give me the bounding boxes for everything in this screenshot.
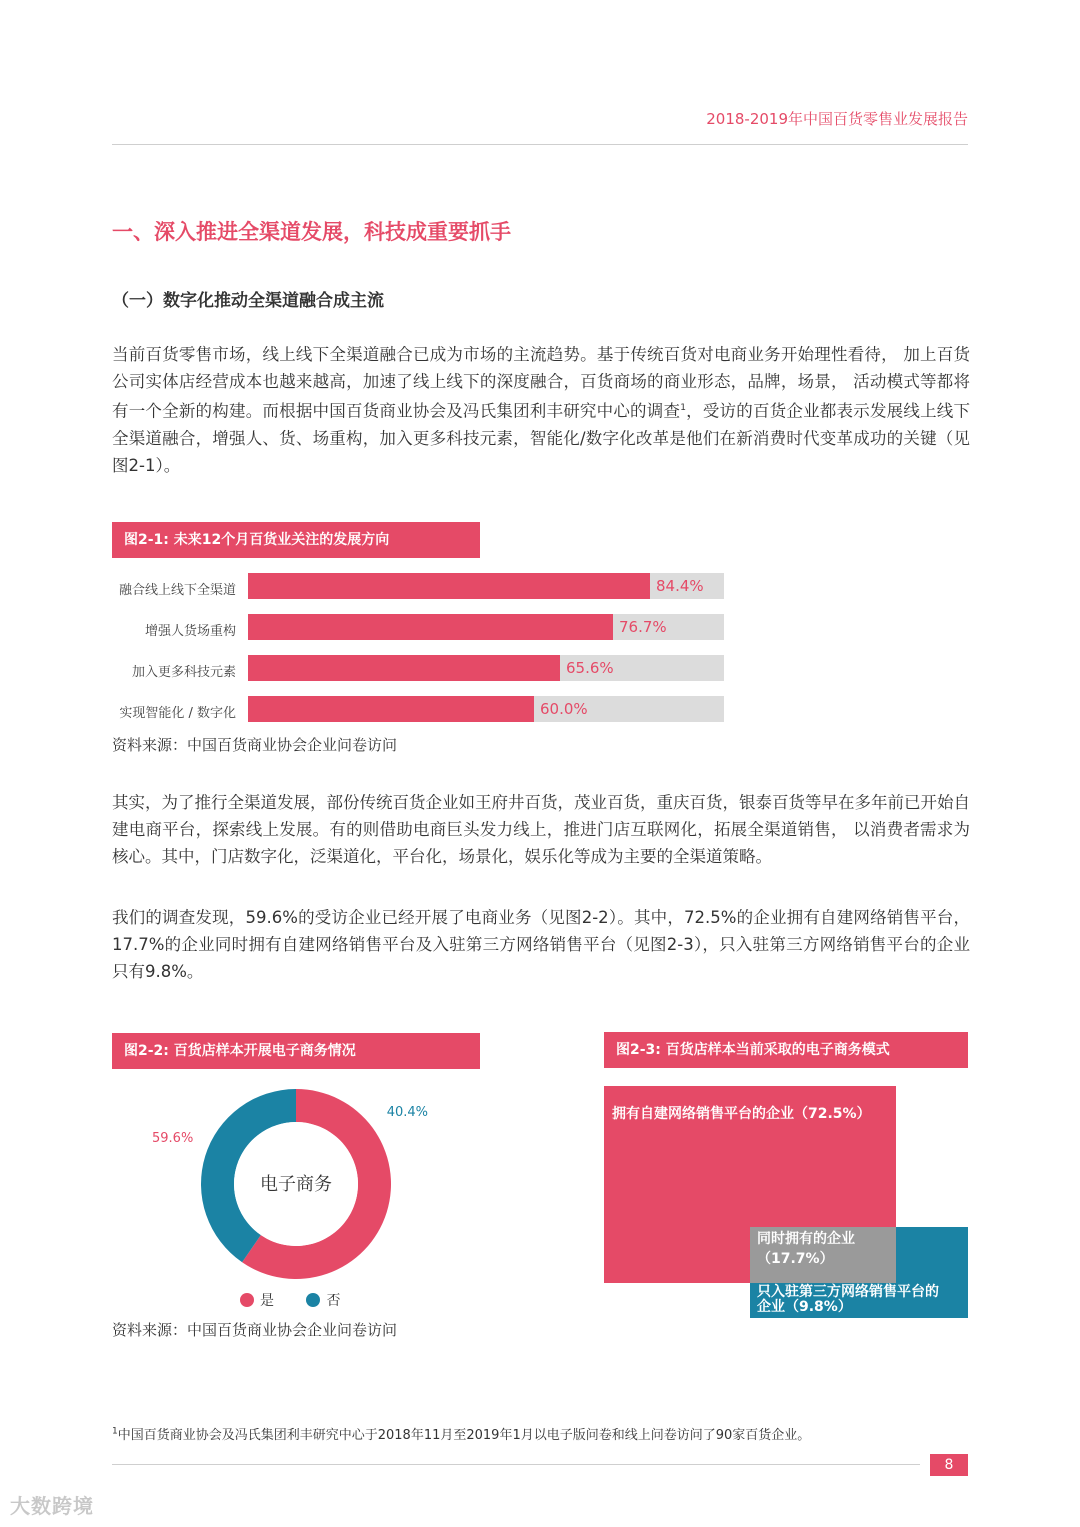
fig3-third-party-label-line1: 只入驻第三方网络销售平台的 bbox=[757, 1284, 939, 1300]
fig1-bar bbox=[248, 573, 650, 599]
fig1-bar-track bbox=[248, 696, 724, 722]
fig2-title: 图2-2: 百货店样本开展电子商务情况 bbox=[112, 1033, 480, 1069]
fig1-bar-value: 76.7% bbox=[619, 618, 667, 636]
fig2-legend bbox=[240, 1290, 340, 1310]
fig2-source: 资料来源：中国百货商业协会企业问卷访问 bbox=[112, 1321, 398, 1339]
section-heading: 一、深入推进全渠道发展，科技成重要抓手 bbox=[112, 220, 511, 244]
fig1-bar-label: 增强人货场重构 bbox=[144, 624, 236, 639]
fig1-source: 资料来源：中国百货商业协会企业问卷访问 bbox=[112, 736, 398, 754]
paragraph-1-part-a: 当前百货零售市场，线上线下全渠道融合已成为市场的主流趋势。基于传统百货对电商业务开始理性看待， 加上百货公司实体店经营成本也越来越高，加速了线上线下的深度融合，百货商场的商业形态，品牌，场景， 活动模式等都将有一个全新的构建。而根据中国百货商业协会及冯氏集团利丰研究中心的调查 bbox=[112, 345, 970, 421]
fig2-donut-value-label: 59.6% bbox=[152, 1131, 194, 1146]
fig1-bar bbox=[248, 655, 560, 681]
footnote bbox=[112, 1424, 810, 1443]
paragraph-1-part-b: ，受访的百货企业都表示发展线上线下全渠道融合，增强人、货、场重构，加入更多科技元素，智能化/数字化改革是他们在新消费时代变革成功的关键（见图2-1）。 bbox=[112, 401, 971, 475]
fig3-title: 图2-3: 百货店样本当前采取的电子商务模式 bbox=[604, 1032, 968, 1068]
footnote-text: 中国百货商业协会及冯氏集团利丰研究中心于2018年11月至2019年1月以电子版问卷和线上问卷访问了90家百货企业。 bbox=[117, 1428, 811, 1443]
fig2-donut-value-label: 40.4% bbox=[386, 1105, 428, 1120]
fig3-overlap-label-line1: 同时拥有的企业 bbox=[757, 1231, 855, 1247]
legend-item-yes bbox=[240, 1293, 274, 1309]
legend-item-no bbox=[306, 1293, 340, 1309]
legend-yes-swatch bbox=[240, 1293, 254, 1307]
fig1-bar-label: 实现智能化 / 数字化 bbox=[119, 706, 236, 721]
fig1-bar bbox=[248, 614, 613, 640]
watermark: 大数跨境 bbox=[10, 1494, 94, 1518]
paragraph-1 bbox=[112, 341, 970, 479]
fig1-bar-value: 84.4% bbox=[656, 577, 704, 595]
header-title: 2018-2019年中国百货零售业发展报告 bbox=[706, 110, 968, 128]
fig1-bar-label: 融合线上线下全渠道 bbox=[118, 583, 236, 598]
fig3-self-built-label: 拥有自建网络销售平台的企业（72.5%） bbox=[612, 1106, 871, 1122]
fig1-title: 图2-1: 未来12个月百货业关注的发展方向 bbox=[112, 522, 480, 558]
fig1-bar-value: 60.0% bbox=[540, 700, 588, 718]
legend-no-label: 否 bbox=[326, 1293, 341, 1309]
fig1-bar-track bbox=[248, 614, 724, 640]
paragraph-2-text: 其实，为了推行全渠道发展，部份传统百货企业如王府井百货，茂业百货，重庆百货，银泰百货等早在多年前已开始自建电商平台，探索线上发展。有的则借助电商巨头发力线上，推进门店互联网化，拓展全渠道销售， 以消费者需求为核心。其中，门店数字化，泛渠道化，平台化，场景化，娱乐化等成为主要的全渠道策略。 bbox=[112, 793, 970, 866]
fig2-donut-chart bbox=[112, 1072, 480, 1312]
donut-center-label: 电子商务 bbox=[260, 1174, 332, 1195]
fig1-bar bbox=[248, 696, 534, 722]
fig1-bar-value: 65.6% bbox=[566, 659, 614, 677]
header-divider bbox=[112, 144, 968, 145]
paragraph-3-text: 我们的调查发现，59.6%的受访企业已经开展了电商业务（见图2-2）。其中，72.5%的企业拥有自建网络销售平台，17.7%的企业同时拥有自建网络销售平台及入驻第三方网络销售平台（见图2-3），只入驻第三方网络销售平台的企业只有9.8%。 bbox=[112, 908, 970, 981]
fig3-third-party-label bbox=[757, 1285, 939, 1315]
page-number: 8 bbox=[930, 1454, 968, 1476]
fig1-bar-track bbox=[248, 655, 724, 681]
section-subheading: （一）数字化推动全渠道融合成主流 bbox=[112, 291, 384, 311]
fig3-overlap-label-line2: （17.7%） bbox=[757, 1251, 834, 1267]
paragraph-3 bbox=[112, 904, 970, 985]
fig3-overlap-label bbox=[757, 1229, 855, 1269]
footer-divider bbox=[112, 1464, 920, 1465]
fig3-third-party-label-line2: 企业（9.8%） bbox=[757, 1299, 852, 1315]
legend-yes-label: 是 bbox=[260, 1293, 274, 1309]
footnote-ref: 1 bbox=[680, 403, 686, 413]
fig1-bar-track bbox=[248, 573, 724, 599]
legend-no-swatch bbox=[306, 1293, 320, 1307]
footnote-mark: 1 bbox=[112, 1426, 118, 1437]
fig1-bar-label: 加入更多科技元素 bbox=[131, 665, 236, 680]
paragraph-2 bbox=[112, 789, 970, 870]
